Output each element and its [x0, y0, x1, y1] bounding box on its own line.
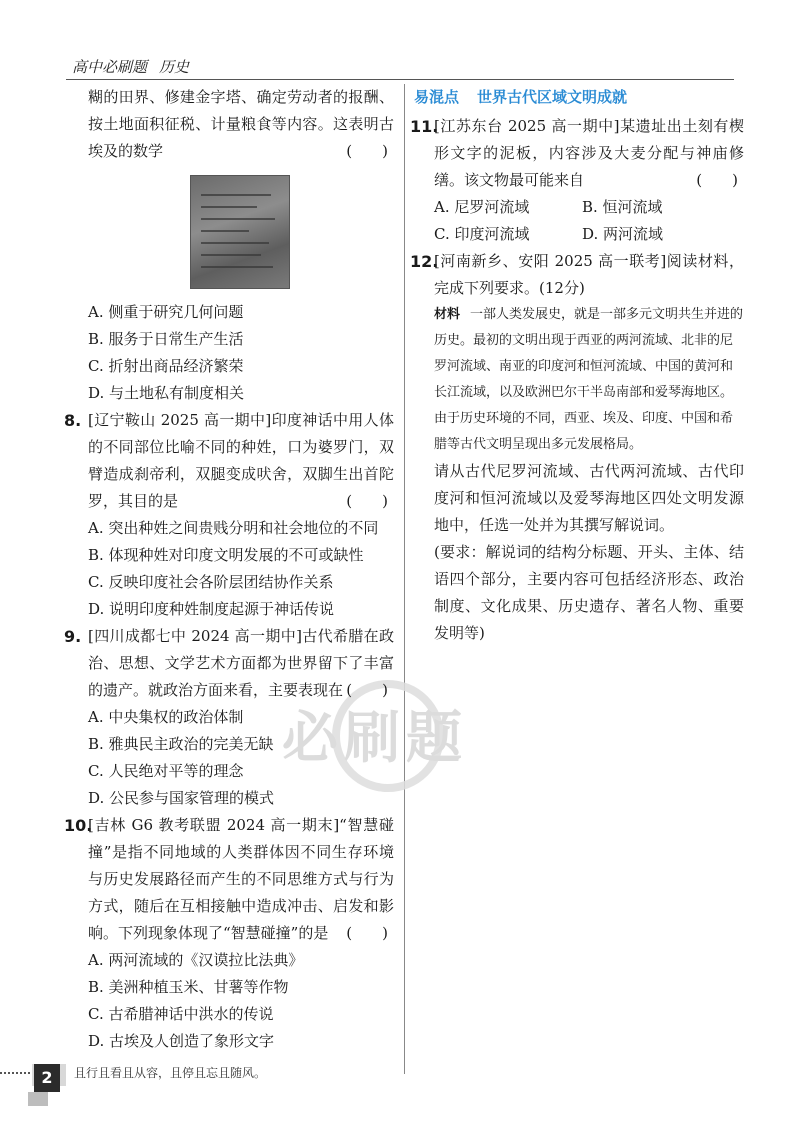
option: C. 古希腊神话中洪水的传说	[88, 1005, 274, 1023]
topic-tag: 易混点	[414, 88, 460, 106]
left-column	[64, 84, 394, 1055]
question-12-stem: [河南新乡、安阳 2025 高一联考]阅读材料，完成下列要求。(12分)	[434, 252, 744, 297]
option: C. 人民绝对平等的理念	[88, 762, 244, 780]
option: C. 印度河流域	[434, 225, 530, 243]
question-number: 8.	[64, 411, 82, 430]
options-row	[414, 221, 744, 248]
options-row	[414, 194, 744, 221]
book-title: 高中必刷题	[72, 58, 148, 76]
option: A. 尼罗河流域	[434, 198, 530, 216]
option: A. 突出种姓之间贵贱分明和社会地位的不同	[88, 519, 379, 537]
topic-heading	[414, 84, 744, 111]
question-number: 11.	[410, 117, 439, 136]
option: D. 与土地私有制度相关	[88, 384, 245, 402]
column-divider	[404, 84, 405, 1074]
option: D. 古埃及人创造了象形文字	[88, 1032, 275, 1050]
right-column	[410, 84, 744, 647]
header-rule	[66, 79, 734, 80]
question-12	[410, 248, 744, 302]
question-8	[64, 407, 394, 515]
option: D. 说明印度种姓制度起源于神话传说	[88, 600, 335, 618]
option: C. 反映印度社会各阶层团结协作关系	[88, 573, 334, 591]
task-text: 请从古代尼罗河流域、古代两河流域、古代印度河和恒河流域以及爱琴海地区四处文明发源地中，任选一处并为其撰写解说词。	[434, 462, 744, 534]
answer-blank: ( )	[696, 171, 738, 189]
question-number: 9.	[64, 627, 82, 646]
page-header	[72, 56, 201, 77]
option: A. 中央集权的政治体制	[88, 708, 244, 726]
question-8-stem: [辽宁鞍山 2025 高一期中]印度神话中用人体的不同部位比喻不同的种姓，口为婆罗门，双臂造成刹帝利，双腿变成吠舍，双脚生出首陀罗，其目的是	[88, 411, 394, 510]
option: B. 服务于日常生产生活	[88, 330, 244, 348]
footer-motto: 且行且看且从容，且停且忘且随风。	[74, 1066, 267, 1080]
watermark: 必刷题	[282, 672, 432, 802]
material-label: 材料	[434, 307, 461, 322]
clay-tablet-photo	[190, 175, 290, 289]
question-9	[64, 623, 394, 704]
option: D. 两河流域	[582, 225, 664, 243]
answer-blank: ( )	[346, 492, 388, 510]
option: C. 折射出商品经济繁荣	[88, 357, 244, 375]
requirement-text: (要求：解说词的结构分标题、开头、主体、结语四个部分，主要内容可包括经济形态、政治制度、文化成果、历史遗存、著名人物、重要发明等)	[434, 543, 744, 642]
answer-blank: ( )	[346, 924, 388, 942]
option: A. 侧重于研究几何问题	[88, 303, 244, 321]
option: B. 体现种姓对印度文明发展的不可或缺性	[88, 546, 364, 564]
option: B. 恒河流域	[582, 198, 663, 216]
option: A. 两河流域的《汉谟拉比法典》	[88, 951, 304, 969]
question-9-stem: [四川成都七中 2024 高一期中]古代希腊在政治、思想、文学艺术方面都为世界留下了丰富的遗产。就政治方面来看，主要表现在	[88, 627, 394, 699]
material-block	[414, 302, 744, 458]
question-11	[410, 113, 744, 194]
question-7-stem: 糊的田界、修建金字塔、确定劳动者的报酬、按土地面积征税、计量粮食等内容。这表明古埃及的数学	[88, 88, 394, 160]
option: B. 雅典民主政治的完美无缺	[88, 735, 274, 753]
question-number: 10.	[64, 816, 93, 835]
question-11-stem: [江苏东台 2025 高一期中]某遗址出土刻有楔形文字的泥板，内容涉及大麦分配与神庙修缮。该文物最可能来自	[434, 117, 744, 189]
question-number: 12.	[410, 252, 439, 271]
question-10-stem: [吉林 G6 教考联盟 2024 高一期末]“智慧碰撞”是指不同地域的人类群体因不同生存环境与历史发展路径而产生的不同思维方式与行为方式，随后在互相接触中造成冲击、启发和影响。下列现象体现了“智慧碰撞”的是	[88, 816, 394, 942]
material-text: 一部人类发展史，就是一部多元文明共生并进的历史。最初的文明出现于西亚的两河流域、北非的尼罗河流域、南亚的印度河和恒河流域、中国的黄河和长江流域，以及欧洲巴尔干半岛南部和爱琴海地区。由于历史环境的不同，西亚、埃及、印度、中国和希腊等古代文明呈现出多元发展格局。	[434, 307, 744, 452]
option: D. 公民参与国家管理的模式	[88, 789, 275, 807]
page-footer	[0, 1060, 800, 1130]
answer-blank: ( )	[346, 142, 388, 160]
question-7	[68, 84, 394, 165]
page-number: 2	[34, 1064, 60, 1092]
topic-title: 世界古代区域文明成就	[477, 88, 628, 106]
question-10	[64, 812, 394, 947]
option: B. 美洲种植玉米、甘薯等作物	[88, 978, 289, 996]
subject-title: 历史	[159, 58, 190, 76]
answer-blank: ( )	[346, 681, 388, 699]
